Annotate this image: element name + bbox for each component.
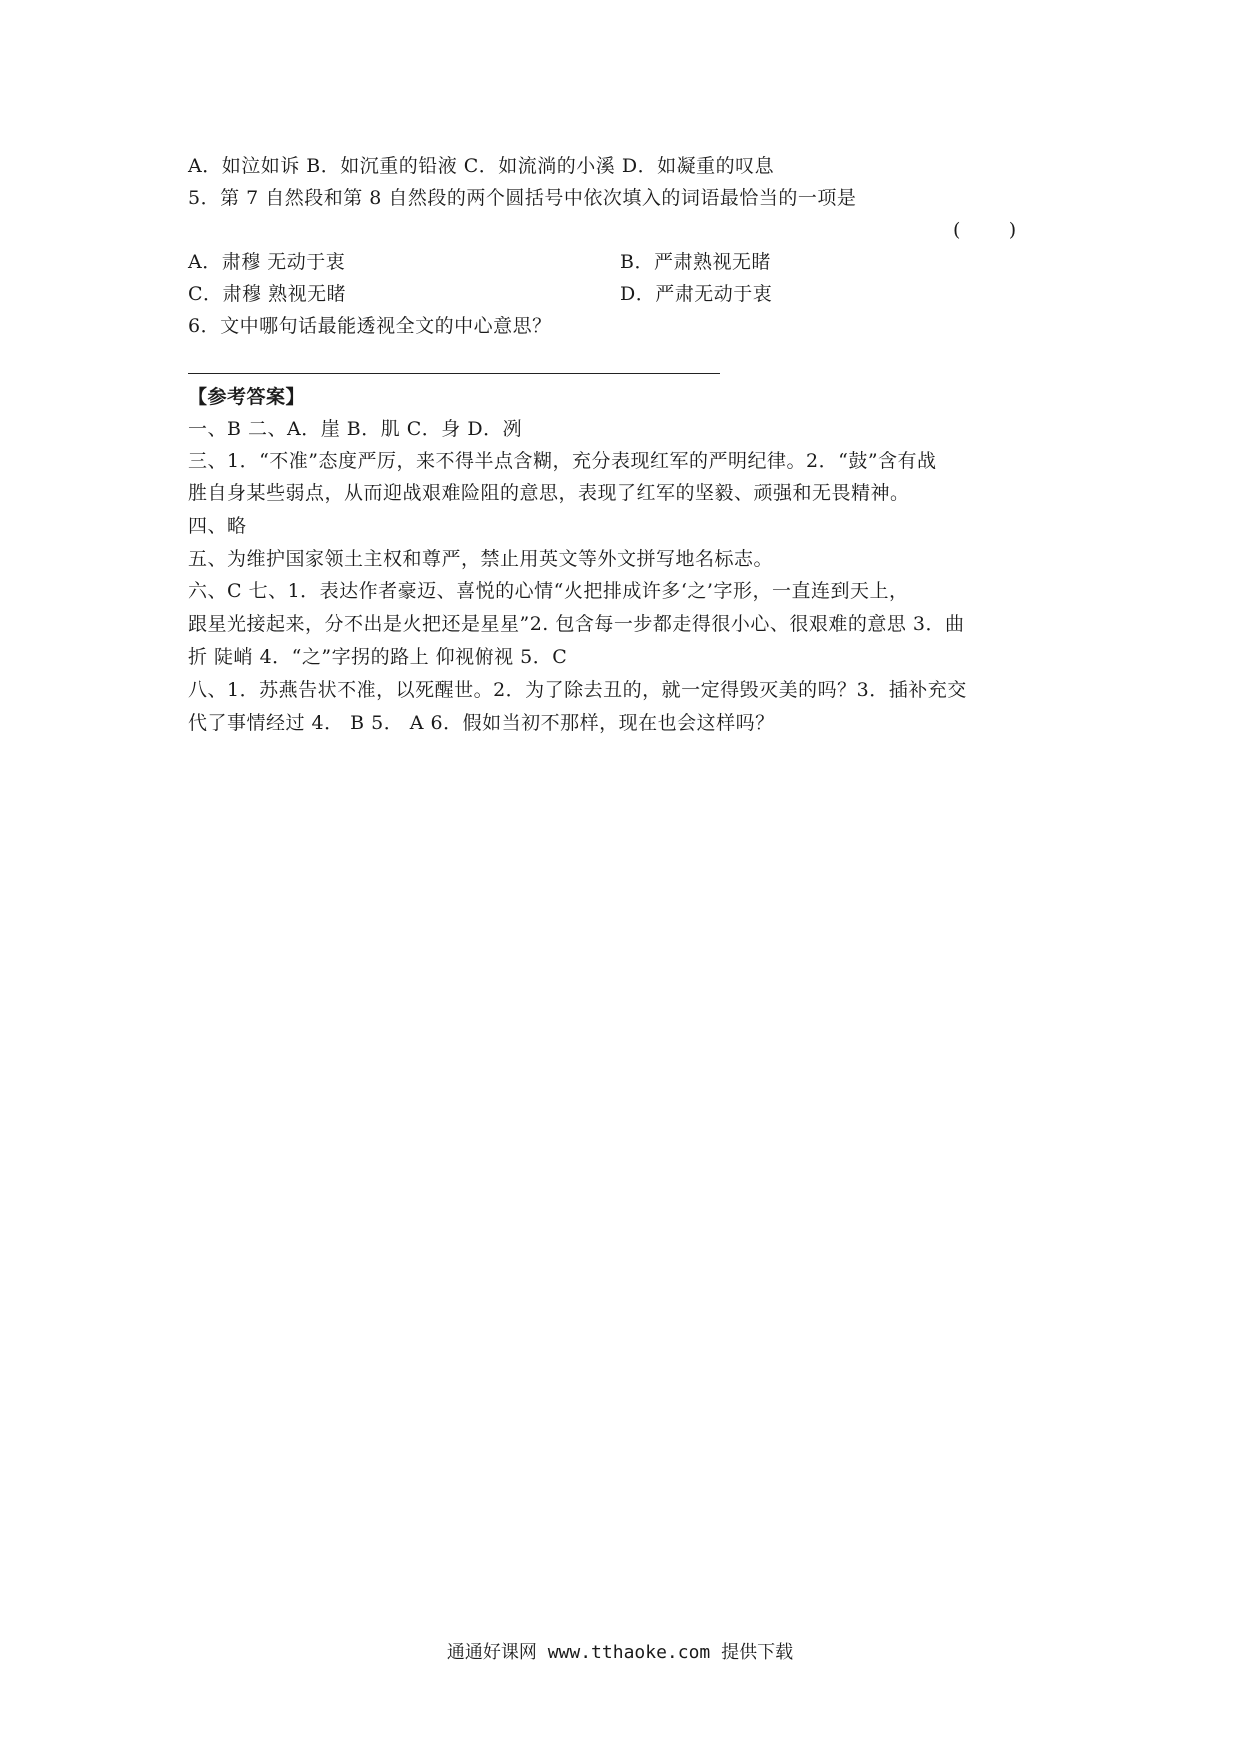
answer-line: 六、C 七、1．表达作者豪迈、喜悦的心情“火把排成许多‘之’字形，一直连到天上， — [188, 580, 909, 602]
answer-line: 八、1．苏燕告状不准，以死醒世。2．为了除去丑的，就一定得毁灭美的吗？3．插补充交 — [188, 679, 967, 701]
page-footer: 通通好课网 www.tthaoke.com 提供下载 — [446, 1642, 794, 1663]
answer-line: 跟星光接起来，分不出是火把还是星星”2. 包含每一步都走得很小心、很艰难的意思 3．曲 — [188, 613, 965, 635]
answer-line: 四、略 — [188, 515, 247, 537]
q5-answer-paren: ( ) — [953, 219, 1017, 241]
q4-options: A．如泣如诉 B．如沉重的铅液 C．如流淌的小溪 D．如凝重的叹息 — [188, 155, 775, 177]
answer-line: 折 陡峭 4．“之”字拐的路上 仰视俯视 5．C — [188, 646, 568, 668]
section-divider — [188, 373, 720, 374]
answers-heading: 【参考答案】 — [188, 386, 306, 408]
q6-stem: 6．文中哪句话最能透视全文的中心意思？ — [188, 315, 552, 337]
q5-stem: 5．第 7 自然段和第 8 自然段的两个圆括号中依次填入的词语最恰当的一项是 — [188, 187, 857, 209]
answer-line: 代了事情经过 4． B 5． A 6．假如当初不那样，现在也会这样吗？ — [188, 712, 775, 734]
q5-option-b: B．严肃熟视无睹 — [620, 251, 771, 273]
q5-option-d: D．严肃无动于衷 — [620, 283, 773, 305]
answer-line: 胜自身某些弱点，从而迎战艰难险阻的意思，表现了红军的坚毅、顽强和无畏精神。 — [188, 482, 910, 504]
answer-line: 一、B 二、A．崖 B．肌 C．身 D．冽 — [188, 418, 523, 440]
answer-line: 五、为维护国家领土主权和尊严，禁止用英文等外文拼写地名标志。 — [188, 548, 774, 570]
q5-option-a: A．肃穆 无动于衷 — [188, 251, 346, 273]
answer-line: 三、1．“不准”态度严厉，来不得半点含糊，充分表现红军的严明纪律。2．“鼓”含有战 — [188, 450, 937, 472]
q5-option-c: C．肃穆 熟视无睹 — [188, 283, 347, 305]
